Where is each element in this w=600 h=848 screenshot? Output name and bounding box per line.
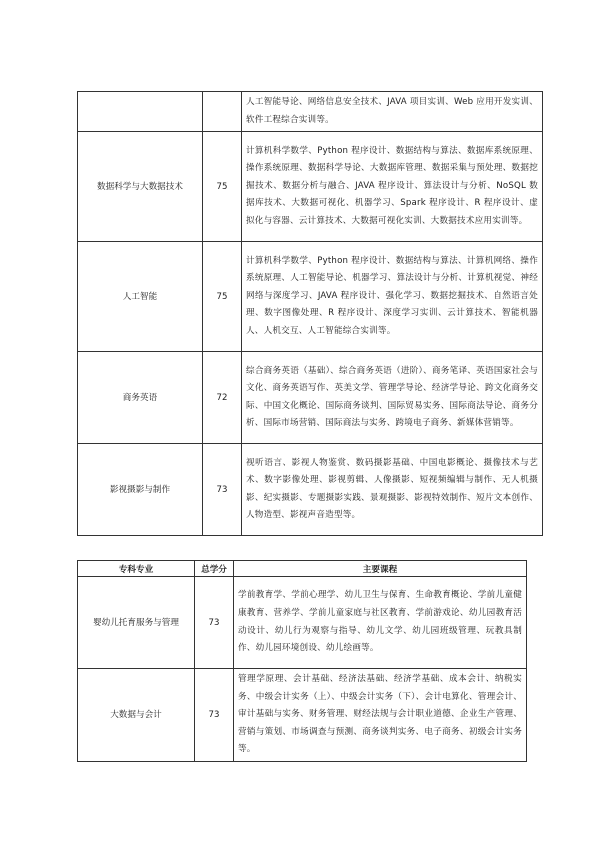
header-major: 专科专业 bbox=[78, 561, 195, 577]
table-row bbox=[78, 242, 543, 352]
credit-cell: 73 bbox=[195, 669, 234, 762]
table-row bbox=[78, 92, 543, 132]
courses-cell: 计算机科学数学、Python 程序设计、数据结构与算法、数据库系统原理、操作系统原理、数据科学导论、大数据库管理、数据采集与预处理、数据挖掘技术、数据分析与融合、JAVA 程序设计、算法设计与分析、NoSQL 数据库技术、大数据可视化、机器学习、Spark 程序设计、R 程序设计、虚拟化与容器、云计算技术、大数据可视化实训、大数据技术应用实训等。 bbox=[242, 132, 543, 242]
table-row bbox=[78, 577, 527, 669]
credit-cell: 75 bbox=[203, 242, 242, 352]
courses-cell: 综合商务英语（基础）、综合商务英语（进阶）、商务笔译、英语国家社会与文化、商务英语写作、英美文学、管理学导论、经济学导论、跨文化商务交际、中国文化概论、国际商务谈判、国际贸易实务、国际商法导论、商务分析、国际市场营销、国际商法与实务、跨境电子商务、新媒体营销等。 bbox=[242, 352, 543, 444]
courses-cell: 视听语言、影视人物鉴赏、数码摄影基础、中国电影概论、摄像技术与艺术、数字影像处理、影视剪辑、人像摄影、短视频编辑与制作、无人机摄影、纪实摄影、专题摄影实践、景观摄影、影视特效制作、短片文本创作、人物造型、影视声音造型等。 bbox=[242, 444, 543, 536]
table-row bbox=[78, 132, 543, 242]
credit-cell: 72 bbox=[203, 352, 242, 444]
credit-cell: 73 bbox=[203, 444, 242, 536]
major-cell: 商务英语 bbox=[78, 352, 203, 444]
header-credits: 总学分 bbox=[195, 561, 234, 577]
table-row bbox=[78, 352, 543, 444]
credit-cell: 73 bbox=[195, 577, 234, 669]
course-table-associate bbox=[77, 560, 527, 762]
courses-cell: 学前教育学、学前心理学、幼儿卫生与保育、生命教育概论、学前儿童健康教育、营养学、学前儿童家庭与社区教育、学前游戏论、幼儿园教育活动设计、幼儿行为观察与指导、幼儿文学、幼儿园班级管理、玩教具制作、幼儿园环境创设、幼儿绘画等。 bbox=[234, 577, 527, 669]
table-header-row bbox=[78, 561, 527, 577]
courses-cell: 管理学原理、会计基础、经济法基础、经济学基础、成本会计、纳税实务、中级会计实务（上）、中级会计实务（下）、会计电算化、管理会计、审计基础与实务、财务管理、财经法规与会计职业道德、企业生产管理、营销与策划、市场调查与预测、商务谈判实务、电子商务、初级会计实务等。 bbox=[234, 669, 527, 762]
major-cell: 数据科学与大数据技术 bbox=[78, 132, 203, 242]
table-row bbox=[78, 444, 543, 536]
major-cell: 人工智能 bbox=[78, 242, 203, 352]
major-cell: 婴幼儿托育服务与管理 bbox=[78, 577, 195, 669]
header-courses: 主要课程 bbox=[234, 561, 527, 577]
course-table-continued bbox=[77, 91, 543, 536]
credit-cell bbox=[203, 92, 242, 132]
courses-cell: 计算机科学数学、Python 程序设计、数据结构与算法、计算机网络、操作系统原理、人工智能导论、机器学习、算法设计与分析、计算机视觉、神经网络与深度学习、JAVA 程序设计、强化学习、数据挖掘技术、自然语言处理、数字图像处理、R 程序设计、深度学习实训、云计算技术、智能机器人、人机交互、人工智能综合实训等。 bbox=[242, 242, 543, 352]
courses-cell: 人工智能导论、网络信息安全技术、JAVA 项目实训、Web 应用开发实训、软件工程综合实训等。 bbox=[242, 92, 543, 132]
credit-cell: 75 bbox=[203, 132, 242, 242]
major-cell bbox=[78, 92, 203, 132]
major-cell: 影视摄影与制作 bbox=[78, 444, 203, 536]
major-cell: 大数据与会计 bbox=[78, 669, 195, 762]
table-row bbox=[78, 669, 527, 762]
